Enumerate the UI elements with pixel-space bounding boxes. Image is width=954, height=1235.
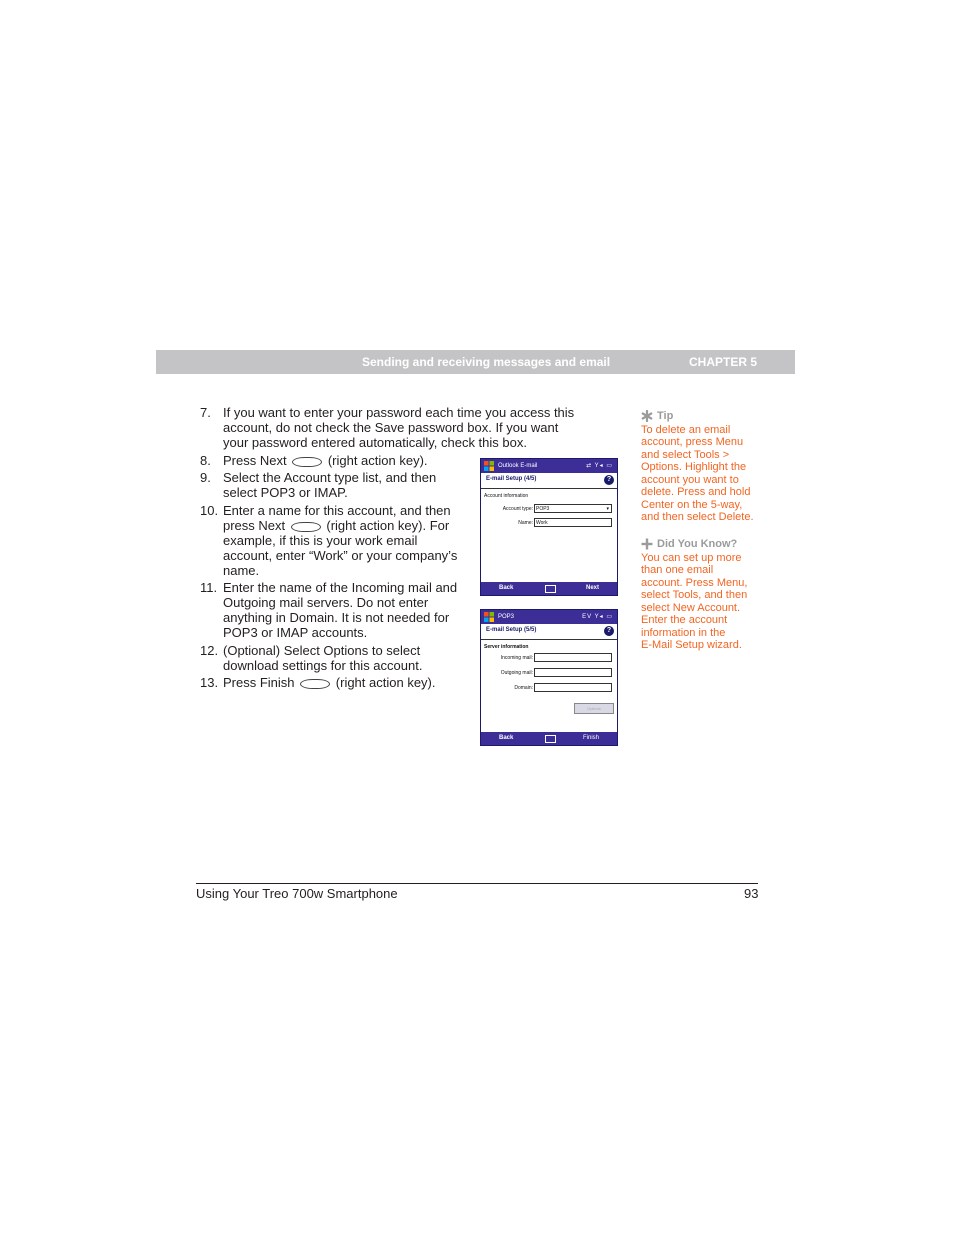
- account-type-row: Account type: POP3 ▾: [481, 502, 617, 516]
- keyboard-icon[interactable]: [545, 735, 556, 743]
- footer-rule: [196, 883, 758, 884]
- dropdown-arrow-icon: ▾: [606, 506, 609, 512]
- title-bar: Outlook E-mail ⇄ Y◂ ▭: [481, 459, 617, 473]
- screenshot-email-setup-5: [480, 609, 618, 746]
- incoming-mail-row: Incoming mail:: [481, 651, 617, 665]
- right-action-key-icon: [291, 522, 321, 532]
- right-action-key-icon: [300, 679, 330, 689]
- outgoing-mail-row: Outgoing mail:: [481, 666, 617, 680]
- finish-softkey[interactable]: Finish: [582, 735, 599, 741]
- status-icons: ⇄ Y◂ ▭: [586, 463, 613, 469]
- help-icon[interactable]: ?: [604, 475, 614, 485]
- softkey-bar: [481, 732, 617, 745]
- wizard-step-title: E-mail Setup (4/5) ?: [481, 473, 617, 489]
- keyboard-icon[interactable]: [545, 585, 556, 593]
- windows-logo-icon: [484, 461, 494, 471]
- domain-input[interactable]: [534, 683, 612, 692]
- softkey-bar: [481, 582, 617, 595]
- title-bar: POP3 EV Y◂ ▭: [481, 610, 617, 624]
- chapter-label: CHAPTER 5: [689, 355, 758, 369]
- page-number: 93: [744, 886, 759, 901]
- options-button[interactable]: Options: [574, 703, 614, 714]
- back-softkey[interactable]: Back: [499, 585, 514, 591]
- name-input[interactable]: Work: [534, 518, 612, 527]
- screenshot-email-setup-4: [480, 458, 618, 596]
- domain-row: Domain:: [481, 681, 617, 695]
- back-softkey[interactable]: Back: [499, 735, 514, 741]
- account-type-select[interactable]: POP3 ▾: [534, 504, 612, 513]
- tip-sidebar: Tip To delete an email account, press Menu and select Tools > Options. Highlight the account you want to delete. Press and hold Center on the 5-way, and then select Delete.: [641, 410, 754, 523]
- name-row: Name: Work: [481, 516, 617, 530]
- windows-logo-icon: [484, 612, 494, 622]
- section-label: Account information: [484, 493, 529, 499]
- asterisk-icon: [641, 410, 653, 422]
- footer-book-title: Using Your Treo 700w Smartphone: [196, 886, 398, 901]
- next-softkey[interactable]: Next: [585, 585, 599, 591]
- status-icons: EV Y◂ ▭: [582, 614, 613, 620]
- plus-icon: [641, 538, 653, 550]
- section-label: Server information: [484, 644, 529, 650]
- right-action-key-icon: [292, 457, 322, 467]
- incoming-mail-input[interactable]: [534, 653, 612, 662]
- section-title: Sending and receiving messages and email: [362, 355, 611, 369]
- help-icon[interactable]: ?: [604, 626, 614, 636]
- outgoing-mail-input[interactable]: [534, 668, 612, 677]
- did-you-know-sidebar: Did You Know? You can set up more than one email account. Press Menu, select Tools, and then select New Account. Enter the account information in the E-Mail Setup wizard.: [641, 538, 748, 651]
- wizard-step-title: E-mail Setup (5/5) ?: [481, 624, 617, 640]
